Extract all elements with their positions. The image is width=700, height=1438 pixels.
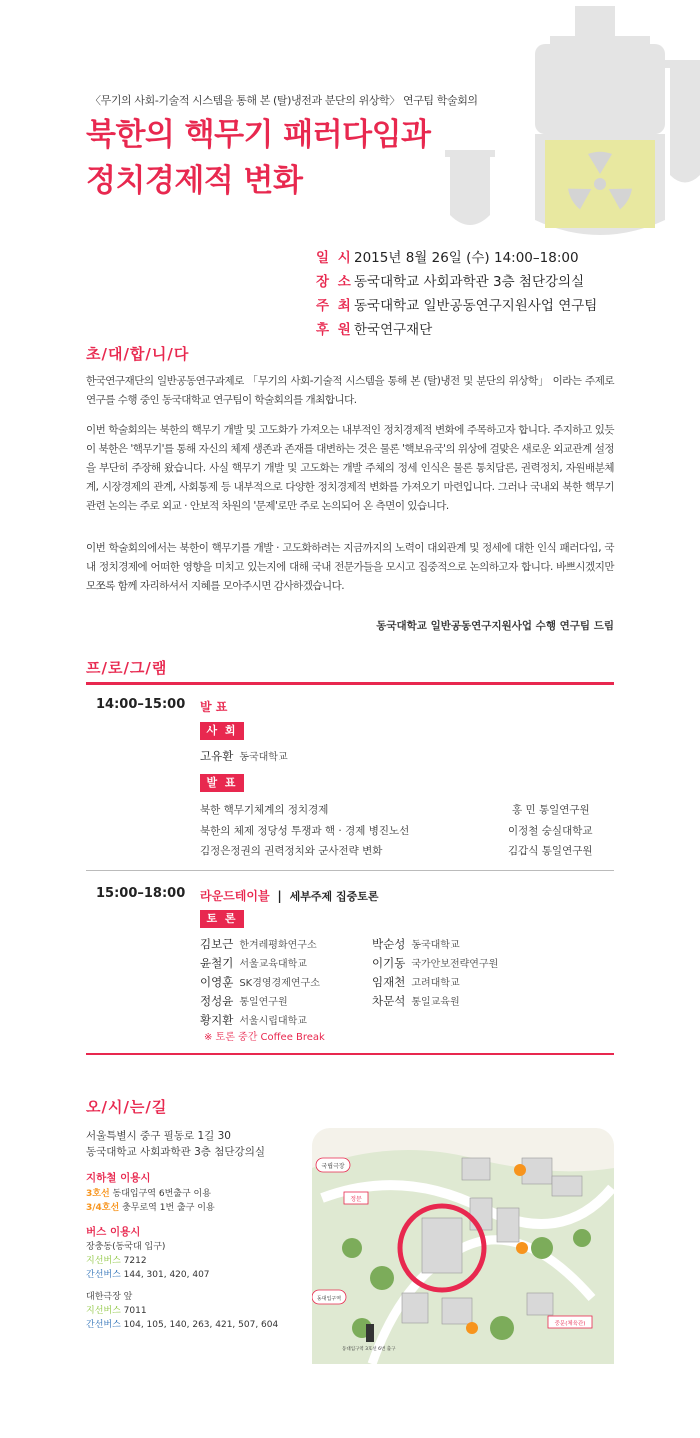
bus-trunk-1: 간선버스 144, 301, 420, 407 <box>86 1270 210 1280</box>
map-label-theater: 국립극장 <box>321 1163 345 1170</box>
session1-time: 14:00–15:00 <box>96 697 186 712</box>
discussant: 김보근 한겨레평화연구소 <box>200 937 317 951</box>
invitation-heading: 초/대/합/니/다 <box>86 345 190 363</box>
conference-subtitle: 〈무기의 사회-기술적 시스템을 통해 본 (탈)냉전과 분단의 위상학〉 연구팀 학술회의 <box>90 94 478 107</box>
title-line-2: 정치경제적 변화 <box>86 163 303 199</box>
discussant: 정성윤 통일연구원 <box>200 994 288 1008</box>
event-date-row: 일 시2015년 8월 26일 (수) 14:00–18:00 <box>316 250 579 266</box>
discussion-tag: 토 론 <box>200 910 244 928</box>
program-bottom-rule <box>86 1053 614 1055</box>
map-label-exit: 동대입구역 3호선 6번 출구 <box>342 1347 396 1352</box>
bus-branch-1: 지선버스 7212 <box>86 1256 147 1266</box>
page-title <box>86 112 431 204</box>
invitation-paragraph-1: 한국연구재단의 일반공동연구과제로 「무기의 사회-기술적 시스템을 통해 본 (탈)냉전 및 분단의 위상학」 이라는 주제로 연구를 수행 중인 동국대학교 연구팀이 학술회의를 개최합니다. <box>86 375 614 406</box>
talk-speaker: 홍 민 통일연구원 <box>512 804 590 816</box>
session2-heading: 라운드테이블 | 세부주제 집중토론 <box>200 889 379 903</box>
event-host-row: 주 최동국대학교 일반공동연구지원사업 연구팀 <box>316 298 598 314</box>
discussant: 박순성 동국대학교 <box>372 937 460 951</box>
talks-tag: 발 표 <box>200 774 244 792</box>
discussant: 임재천 고려대학교 <box>372 975 460 989</box>
subway-line: 3호선 동대입구역 6번출구 이용 <box>86 1189 211 1199</box>
title-line-1: 북한의 핵무기 패러다임과 <box>86 117 431 153</box>
directions-heading: 오/시/는/길 <box>86 1098 168 1116</box>
coffee-break-note: ※ 토론 중간 Coffee Break <box>204 1032 325 1043</box>
talk-topic: 김정은정권의 권력정치와 군사전략 변화 <box>200 845 383 857</box>
talk-speaker: 김갑식 통일연구원 <box>508 845 593 857</box>
bus-heading: 버스 이용시 <box>86 1226 141 1238</box>
address-line-1: 서울특별시 중구 필동로 1길 30 <box>86 1130 231 1142</box>
discussant: 이기동 국가안보전략연구원 <box>372 956 499 970</box>
session1-title: 발 표 <box>200 700 228 714</box>
subway-line: 3/4호선 충무로역 1번 출구 이용 <box>86 1203 215 1213</box>
discussant: 이영훈 SK경영경제연구소 <box>200 975 320 989</box>
talk-speaker: 이정철 숭실대학교 <box>508 825 593 837</box>
program-top-rule <box>86 682 614 685</box>
session2-time: 15:00–18:00 <box>96 886 186 901</box>
talk-topic: 북한의 체제 정당성 투쟁과 핵 · 경제 병진노선 <box>200 825 410 837</box>
bus-branch-2: 지선버스 7011 <box>86 1306 147 1316</box>
session-divider <box>86 870 614 871</box>
campus-map <box>312 1128 614 1364</box>
event-sponsor-row: 후 원한국연구재단 <box>316 322 433 338</box>
invitation-paragraph-3: 이번 학술회의에서는 북한이 핵무기를 개발 · 고도화하려는 지금까지의 노력이 대외관계 및 정세에 대한 인식 패러다임, 국내 정치경제에 어떠한 영향을 미치고 있는지에 대해 국내 전문가들을 모시고 집중적으로 논의하고자 합니다. 바쁘시겠지만 모쪼록 함께 자리하셔서 지혜를 모아주시면 감사하겠습니다. <box>86 542 614 592</box>
map-label-gate: 정문 <box>350 1196 362 1203</box>
bus-stop-1: 장충동(동국대 입구) <box>86 1242 166 1252</box>
program-heading: 프/로/그/램 <box>86 659 168 677</box>
chair-tag: 사 회 <box>200 722 244 740</box>
session2-title: 라운드테이블 <box>200 889 270 903</box>
invitation-paragraph-2: 이번 학술회의는 북한의 핵무기 개발 및 고도화가 가져오는 내부적인 정치경제적 변화에 주목하고자 합니다. 주지하고 있듯이 북한은 '핵무기'를 통해 자신의 체제 생존과 존재를 대변하는 것은 물론 '핵보유국'의 위상에 걸맞은 새로운 외교관계 설정을 부단히 주장해 왔습니다. 사실 핵무기 개발 및 고도화는 개발 주체의 정세 인식은 물론 통치담론, 권력정치, 자원배분체계, 시장경제의 관계, 사회통제 등 내부적으로 다양한 정치경제적 변화를 가져오기 마련입니다. 그러나 국내외 북한 핵무기 관련 논의는 주로 외교 · 안보적 차원의 '문제'로만 주로 논의되어 온 측면이 있습니다. <box>86 424 614 512</box>
bus-stop-2: 대한극장 앞 <box>86 1292 133 1302</box>
bomb-illustration <box>440 0 700 250</box>
address-line-2: 동국대학교 사회과학관 3층 첨단강의실 <box>86 1146 265 1158</box>
subway-heading: 지하철 이용시 <box>86 1172 151 1184</box>
session2-subtitle: 세부주제 집중토론 <box>289 890 379 903</box>
discussant: 차문석 통일교육원 <box>372 994 460 1008</box>
bus-trunk-2: 간선버스 104, 105, 140, 263, 421, 507, 604 <box>86 1320 279 1330</box>
talk-topic: 북한 핵무기체계의 정치경제 <box>200 804 329 816</box>
map-label-station: 동대입구역 <box>316 1296 342 1302</box>
event-info <box>316 246 597 342</box>
chair-line: 고유환 동국대학교 <box>200 749 288 763</box>
event-venue-row: 장 소동국대학교 사회과학관 3층 첨단강의실 <box>316 274 585 290</box>
signature: 동국대학교 일반공동연구지원사업 수행 연구팀 드림 <box>376 620 614 632</box>
map-label-south: 중문(체육관) <box>554 1321 586 1327</box>
discussant: 황지환 서울시립대학교 <box>200 1013 307 1027</box>
discussant: 윤철기 서울교육대학교 <box>200 956 307 970</box>
